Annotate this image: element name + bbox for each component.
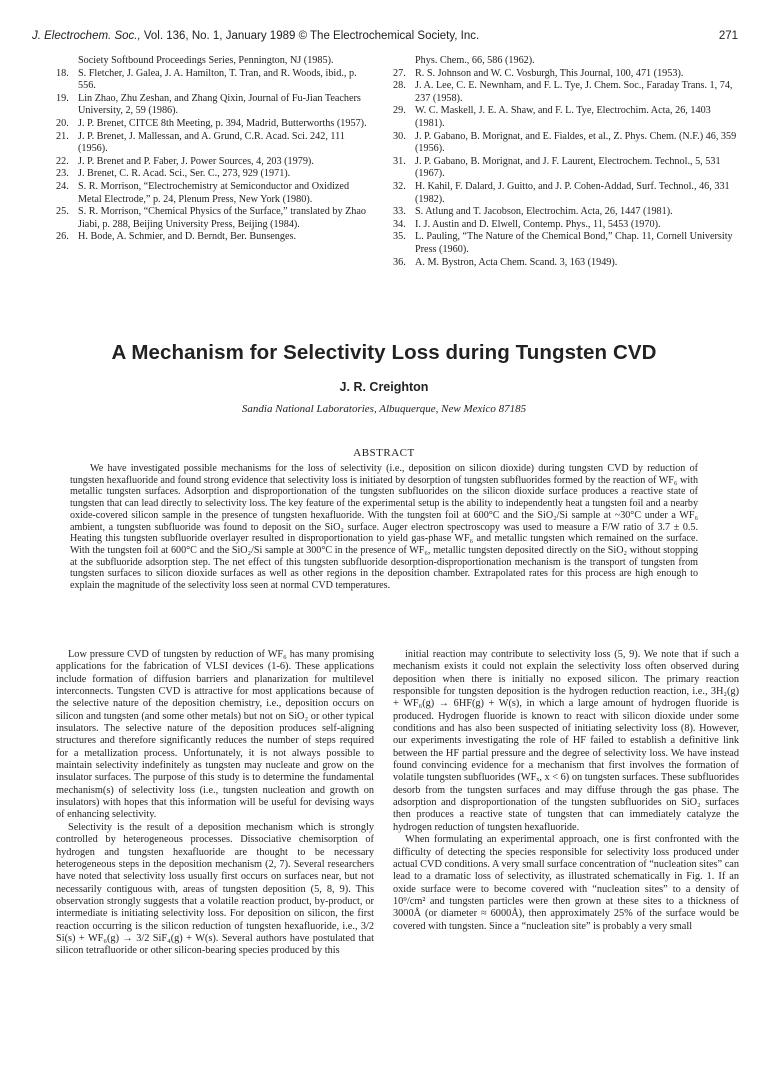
references-left-column [56, 55, 374, 244]
reference-item: Phys. Chem., 66, 586 (1962). [415, 55, 535, 66]
reference-item: 18. S. Fletcher, J. Galea, J. A. Hamilton, T. Tran, and R. Woods, ibid., p. 556. [56, 67, 357, 92]
reference-item: 26. H. Bode, A. Schmier, and D. Berndt, Ber. Bunsenges. [56, 231, 297, 243]
body-paragraph: Selectivity is the result of a deposition mechanism which is strongly controlled by heterogeneous processes. Dissociative chemisorption of hydrogen and tungsten hexafluoride are thought to be necessary heterogeneous steps in the deposition mechanism (2, 7). Several researchers have noted that selectivity loss usually first occurs on surfaces near, but not necessarily contiguous with, areas of tungsten deposition (5, 8, 9). This observation strongly suggests that a volatile reaction product, by-product, or intermediate is initiating selectivity loss. For deposition on silicon, the first reaction occurring is the silicon reduction of tungsten hexafluoride, i.e., 3/2 Si(s) + WF₆(g) → 3/2 SiF₄(g) + W(s). Several authors have postulated that silicon tetrafluoride or other silicon-bearing species produced by this [56, 821, 374, 957]
abstract-heading: ABSTRACT [353, 447, 415, 459]
reference-item: 21. J. P. Brenet, J. Mallessan, and A. Grund, C.R. Acad. Sci. 242, 111 (1956). [56, 130, 345, 155]
reference-item: 22. J. P. Brenet and P. Faber, J. Power Sources, 4, 203 (1979). [56, 155, 314, 167]
journal-citation: J. Electrochem. Soc., Vol. 136, No. 1, January 1989 © The Electrochemical Society, Inc. [32, 30, 480, 42]
reference-item: 30. J. P. Gabano, B. Morignat, and E. Fialdes, et al., Z. Phys. Chem. (N.F.) 46, 359 (1956). [393, 130, 737, 155]
reference-item: 28. J. A. Lee, C. E. Newnham, and F. L. Tye, J. Chem. Soc., Faraday Trans. 1, 74, 237 (1958). [393, 80, 733, 104]
reference-item: 20. J. P. Brenet, CITCE 8th Meeting, p. 394, Madrid, Butterworths (1957). [56, 117, 367, 129]
running-header [32, 30, 738, 46]
reference-item: 25. S. R. Morrison, “Chemical Physics of the Surface,” translated by Zhao Jiabi, p. 288, Beijing University Press, Beijing (1984). [56, 206, 367, 230]
author-affiliation: Sandia National Laboratories, Albuquerque, New Mexico 87185 [241, 403, 527, 415]
reference-item: 23. J. Brenet, C. R. Acad. Sci., Ser. C., 273, 929 (1971). [56, 168, 291, 180]
body-left-column [56, 649, 374, 958]
reference-item: 36. A. M. Bystron, Acta Chem. Scand. 3, 163 (1949). [393, 256, 618, 268]
reference-item: 19. Lin Zhao, Zhu Zeshan, and Zhang Qixin, Journal of Fu-Jian Teachers University, 2, 59 (1986). [56, 92, 361, 117]
reference-item: 35. L. Pauling, “The Nature of the Chemical Bond,” Chap. 11, Cornell University Press (1960). [393, 231, 733, 255]
references-right-column [393, 55, 739, 269]
body-paragraph: Low pressure CVD of tungsten by reduction of WF₆ has many promising applications for the fabrication of VLSI devices (1-6). These applications include formation of diffusion barriers and planarization for multilevel interconnects. Tungsten CVD is attractive for most applications because of the selective nature of the deposition chemistry, i.e., deposition occurs on silicon and tungsten (and some other metals) but not on SiO₂ or other typical insulators. The selective nature of the deposition produces self-aligning structures and therefore significantly reduces the number of steps required for a metallization process. Unfortunately, it is not always possible to maintain selectivity indefinitely as tungsten may nucleate and grow on the insulator surfaces. The purpose of this study is to determine the fundamental mechanism(s) of selectivity loss (i.e., tungsten nucleation and growth on insulators) with hopes that this information will be useful for devising ways of enhancing selectivity. [56, 649, 374, 821]
abstract-text: We have investigated possible mechanisms for the loss of selectivity (i.e., deposition on silicon dioxide) during tungsten CVD by reduction of tungsten hexafluoride and found strong evidence that selectivity loss is initiated by desorption of tungsten subfluorides formed by the reaction of WF₆ with metallic tungsten surfaces. Adsorption and disproportionation of the tungsten subfluorides on the silicon dioxide surface produces a reactive state of tungsten that can lead directly to selectivity loss. The key feature of the experimental setup is the ability to independently heat a tungsten foil and a nearby oxide-covered silicon sample in the presence of tungsten hexafluoride. With the tungsten foil at 600°C and the SiO₂/Si sample at ~30°C under a WF₆ ambient, a tungsten subfluoride was found to deposit on the SiO₂ surface. Auger electron spectroscopy was used to measure a F/W ratio of 3.7 ± 0.5. Heating this tungsten subfluoride overlayer resulted in disproportionation to yield gas-phase WF₆ and metallic tungsten which remained on the surface. With the tungsten foil at 600°C and the SiO₂/Si sample at 300°C in the presence of WF₆, metallic tungsten deposited directly on the SiO₂ without stopping at the subfluoride adsorption step. The net effect of this tungsten subfluoride desorption-disproportionation mechanism is the transport of tungsten from tungsten surfaces to silicon dioxide surfaces as well as other regions in the deposition chamber. Extrapolated rates for this process are high enough to explain the magnitude of the selectivity loss seen at normal CVD temperatures. [70, 463, 698, 592]
article-title: A Mechanism for Selectivity Loss during Tungsten CVD [111, 341, 657, 364]
reference-item: 34. I. J. Austin and D. Elwell, Contemp. Phys., 11, 5453 (1970). [393, 218, 661, 230]
reference-item: 33. S. Atlung and T. Jacobson, Electrochim. Acta, 26, 1447 (1981). [393, 206, 673, 218]
reference-item: Society Softbound Proceedings Series, Pennington, NJ (1985). [78, 55, 334, 66]
body-paragraph: When formulating an experimental approach, one is first confronted with the difficulty of detecting the species responsible for selectivity loss produced under actual CVD conditions. A very small surface concentration of “nucleation sites” can lead to a dramatic loss of selectivity, as illustrated schematically in Fig. 1. If an oxide surface were to become covered with “nucleation sites” to a density of 10⁹/cm² and tungsten particles were then grown at these sites to a thickness of 3000Å (or diameter ≈ 6000Å), then approximately 25% of the surface would be covered with tungsten. Since a “nucleation site” is probably a very small [393, 834, 739, 932]
reference-item: 32. H. Kahil, F. Dalard, J. Guitto, and J. P. Cohen-Addad, Surf. Technol., 46, 331 (1982). [393, 180, 730, 205]
reference-item: 29. W. C. Maskell, J. E. A. Shaw, and F. L. Tye, Electrochim. Acta, 26, 1403 (1981). [393, 105, 711, 129]
reference-item: 27. R. S. Johnson and W. C. Vosburgh, This Journal, 100, 471 (1953). [393, 67, 684, 79]
body-right-column [393, 649, 739, 933]
page-number: 271 [718, 30, 738, 42]
reference-item: 24. S. R. Morrison, “Electrochemistry at Semiconductor and Oxidized Metal Electrode,” p. 24, Plenum Press, New York (1980). [56, 180, 350, 205]
body-paragraph: initial reaction may contribute to selectivity loss (5, 9). We note that if such a mechanism exists it could not explain the selectivity loss often observed during deposition when there is initially no exposed silicon. The primary reaction responsible for tungsten deposition is the hydrogen reduction reaction, i.e., 3H₂(g) + WF₆(g) → 6HF(g) + W(s), in which a large amount of hydrogen fluoride is produced. Hydrogen fluoride is known to react with silicon dioxide under some conditions and has also been suspected of initiating selectivity loss (8). However, our experiments investigating the role of HF failed to establish a definitive link between the HF partial pressure and the degree of selectivity loss. We have instead found convincing evidence for a mechanism that first involves the formation of volatile tungsten subfluorides (WFₓ, x < 6) on tungsten surfaces. These subfluorides desorb from the tungsten surfaces and may diffuse through the gas phase. The adsorption and disproportionation of the tungsten subfluorides on SiO₂ surfaces then produces a reactive state of tungsten that can immediately catalyze the hydrogen reduction of tungsten hexafluoride. [393, 649, 739, 833]
reference-item: 31. J. P. Gabano, B. Morignat, and J. F. Laurent, Electrochem. Technol., 5, 531 (1967). [393, 155, 721, 180]
article-author: J. R. Creighton [339, 380, 429, 394]
